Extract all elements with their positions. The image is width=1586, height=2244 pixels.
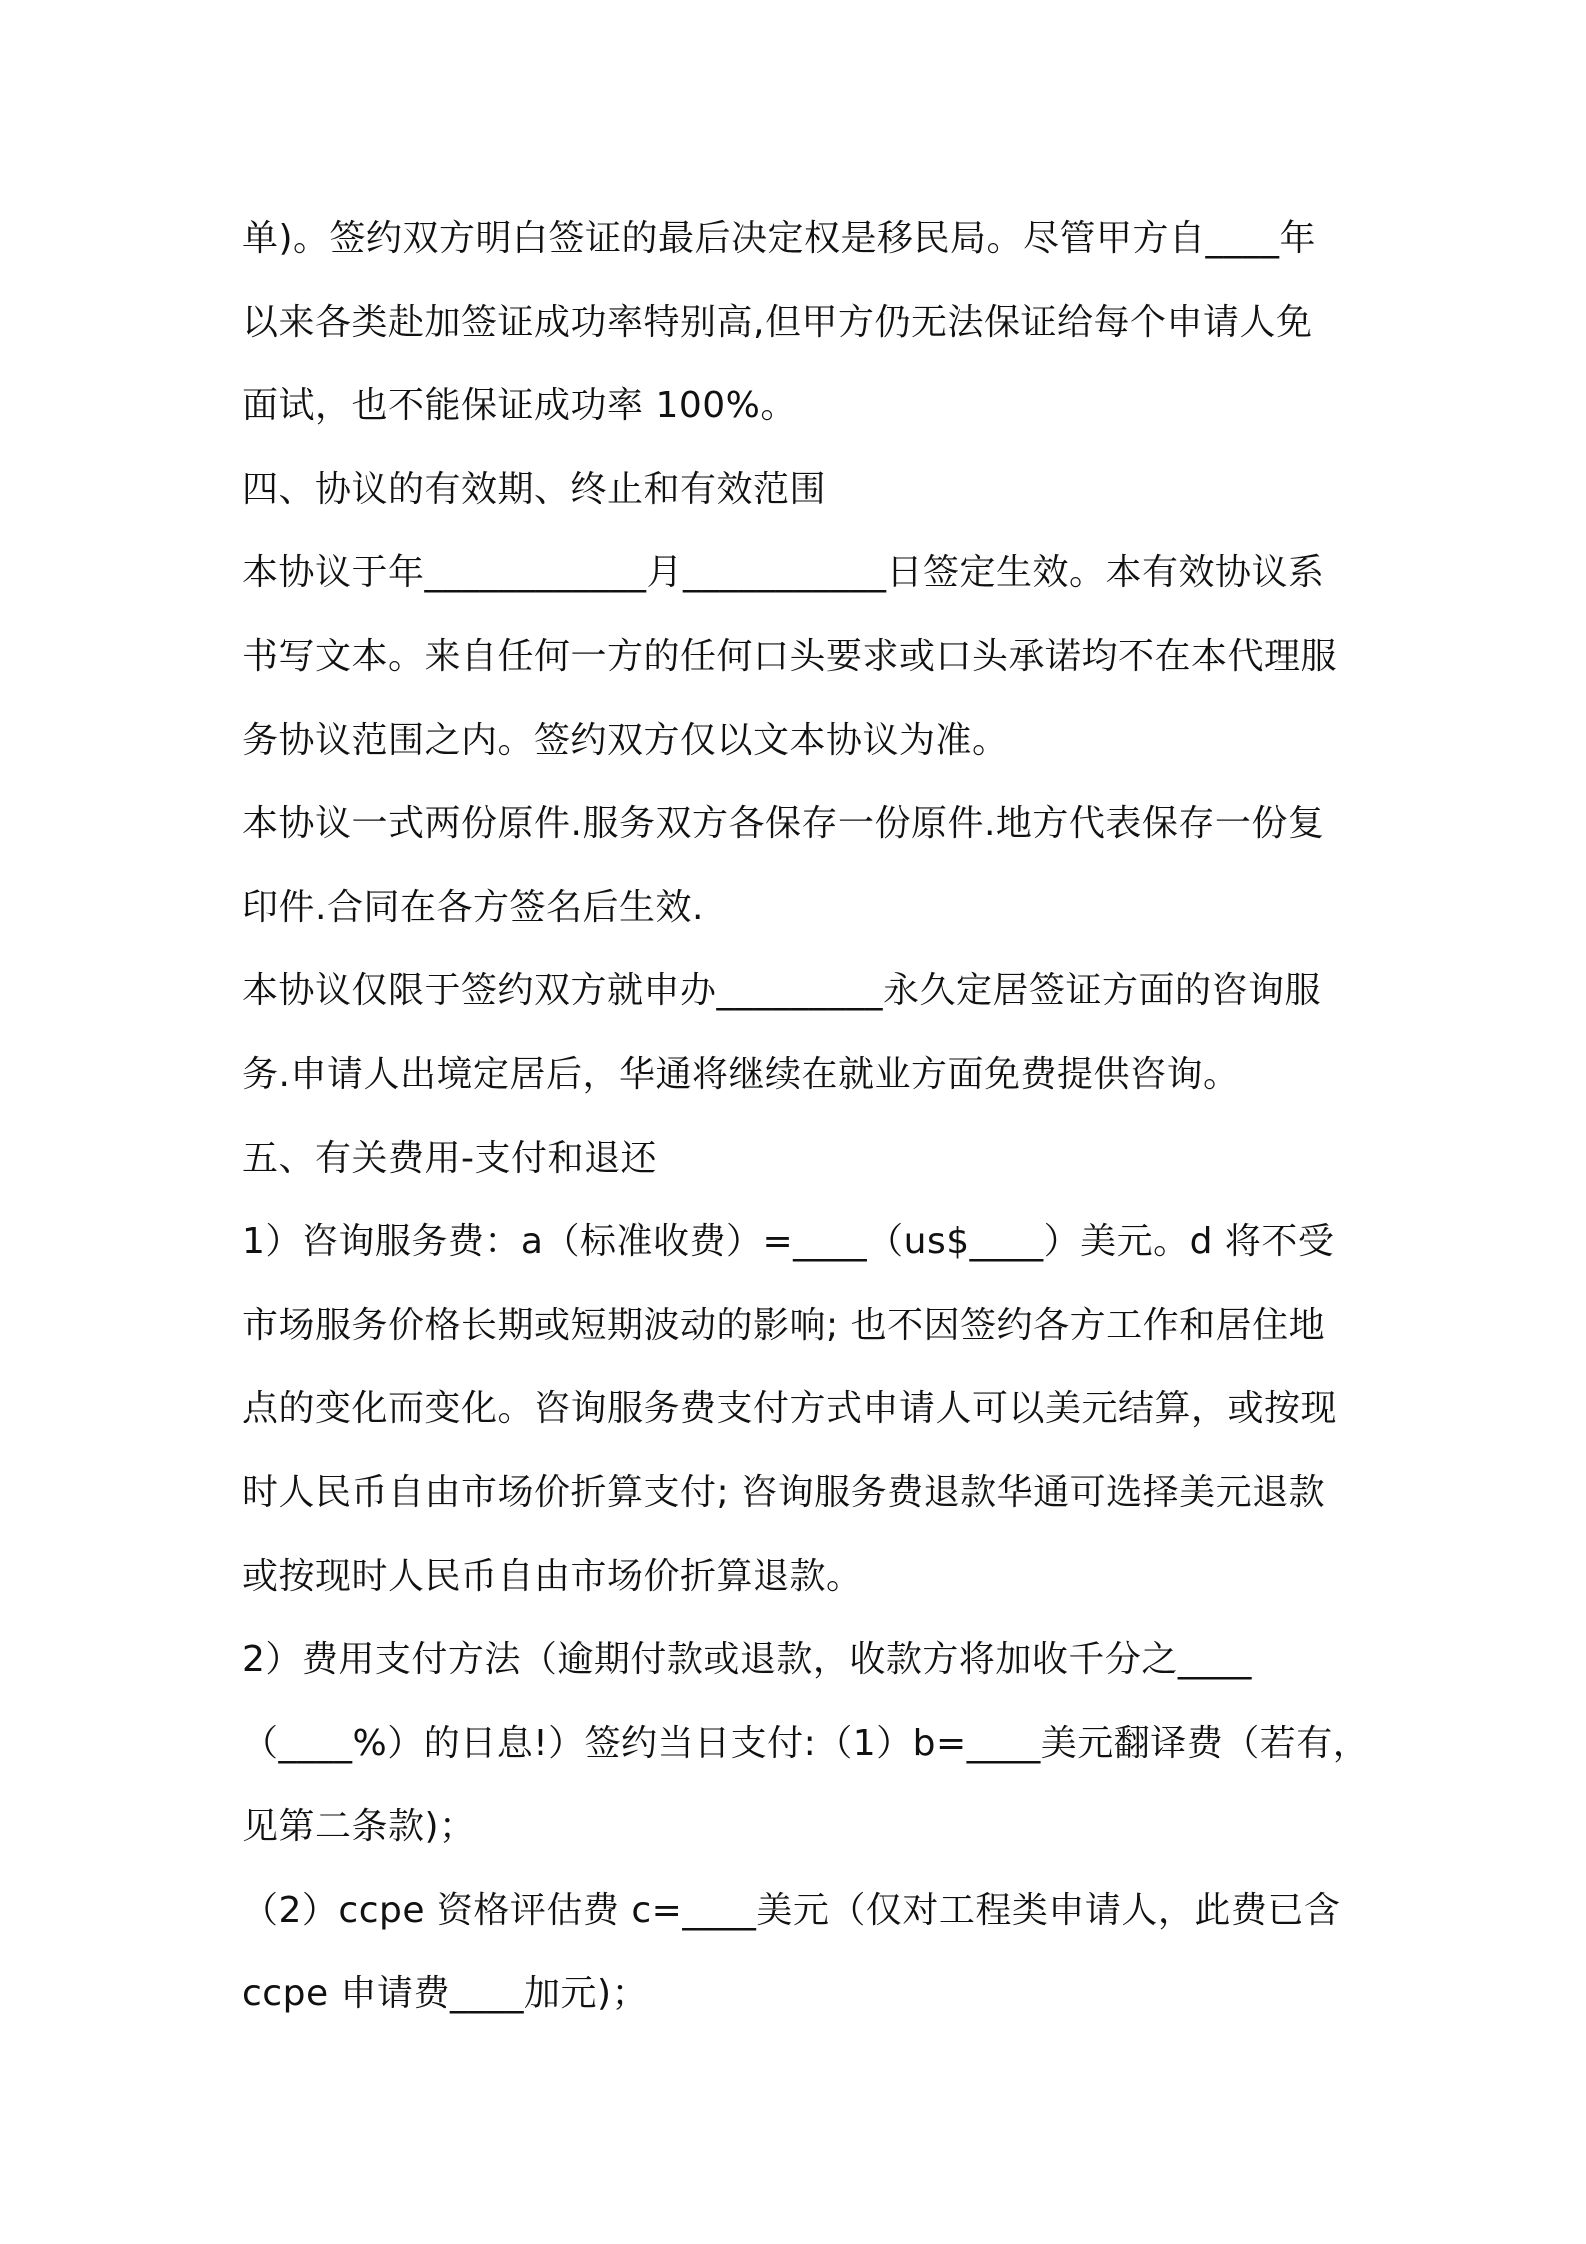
text-line: （____%）的日息!）签约当日支付:（1）b=____美元翻译费（若有， (242, 1722, 1370, 1764)
section-heading: 四、协议的有效期、终止和有效范围 (242, 468, 827, 510)
text-line: 2）费用支付方法（逾期付款或退款，收款方将加收千分之____ (242, 1639, 1252, 1681)
section-heading: 五、有关费用-支付和退还 (242, 1137, 657, 1179)
text-line: 单)。签约双方明白签证的最后决定权是移民局。尽管甲方自____年 (242, 218, 1317, 259)
text-line: （2）ccpe 资格评估费 c=____美元（仅对工程类申请人，此费已含 (242, 1889, 1341, 1931)
text-line: 时人民币自由市场价折算支付; 咨询服务费退款华通可选择美元退款 (242, 1471, 1326, 1513)
text-line: 1）咨询服务费：a（标准收费）=____（us$____）美元。d 将不受 (242, 1221, 1335, 1263)
text-line: 市场服务价格长期或短期波动的影响; 也不因签约各方工作和居住地 (242, 1304, 1326, 1346)
text-line: 本协议仅限于签约双方就申办_________永久定居签证方面的咨询服 (242, 970, 1322, 1012)
text-line: 本协议于年____________月___________日签定生效。本有效协议系 (242, 552, 1325, 594)
text-line: 务.申请人出境定居后，华通将继续在就业方面免费提供咨询。 (242, 1053, 1240, 1095)
text-line: 见第二条款)； (242, 1806, 476, 1848)
text-line: 或按现时人民币自由市场价折算退款。 (242, 1555, 863, 1597)
text-line: 以来各类赴加签证成功率特别高,但甲方仍无法保证给每个申请人免 (242, 301, 1313, 343)
text-line: 印件.合同在各方签名后生效. (242, 886, 704, 928)
text-line: ccpe 申请费____加元)； (242, 1973, 649, 2015)
text-line: 面试，也不能保证成功率 100%。 (242, 385, 797, 427)
text-line: 务协议范围之内。签约双方仅以文本协议为准。 (242, 719, 1009, 761)
text-line: 书写文本。来自任何一方的任何口头要求或口头承诺均不在本代理服 (242, 635, 1338, 677)
text-line: 本协议一式两份原件.服务双方各保存一份原件.地方代表保存一份复 (242, 803, 1325, 845)
document-body (242, 197, 1370, 2036)
text-line: 点的变化而变化。咨询服务费支付方式申请人可以美元结算，或按现 (242, 1388, 1338, 1430)
